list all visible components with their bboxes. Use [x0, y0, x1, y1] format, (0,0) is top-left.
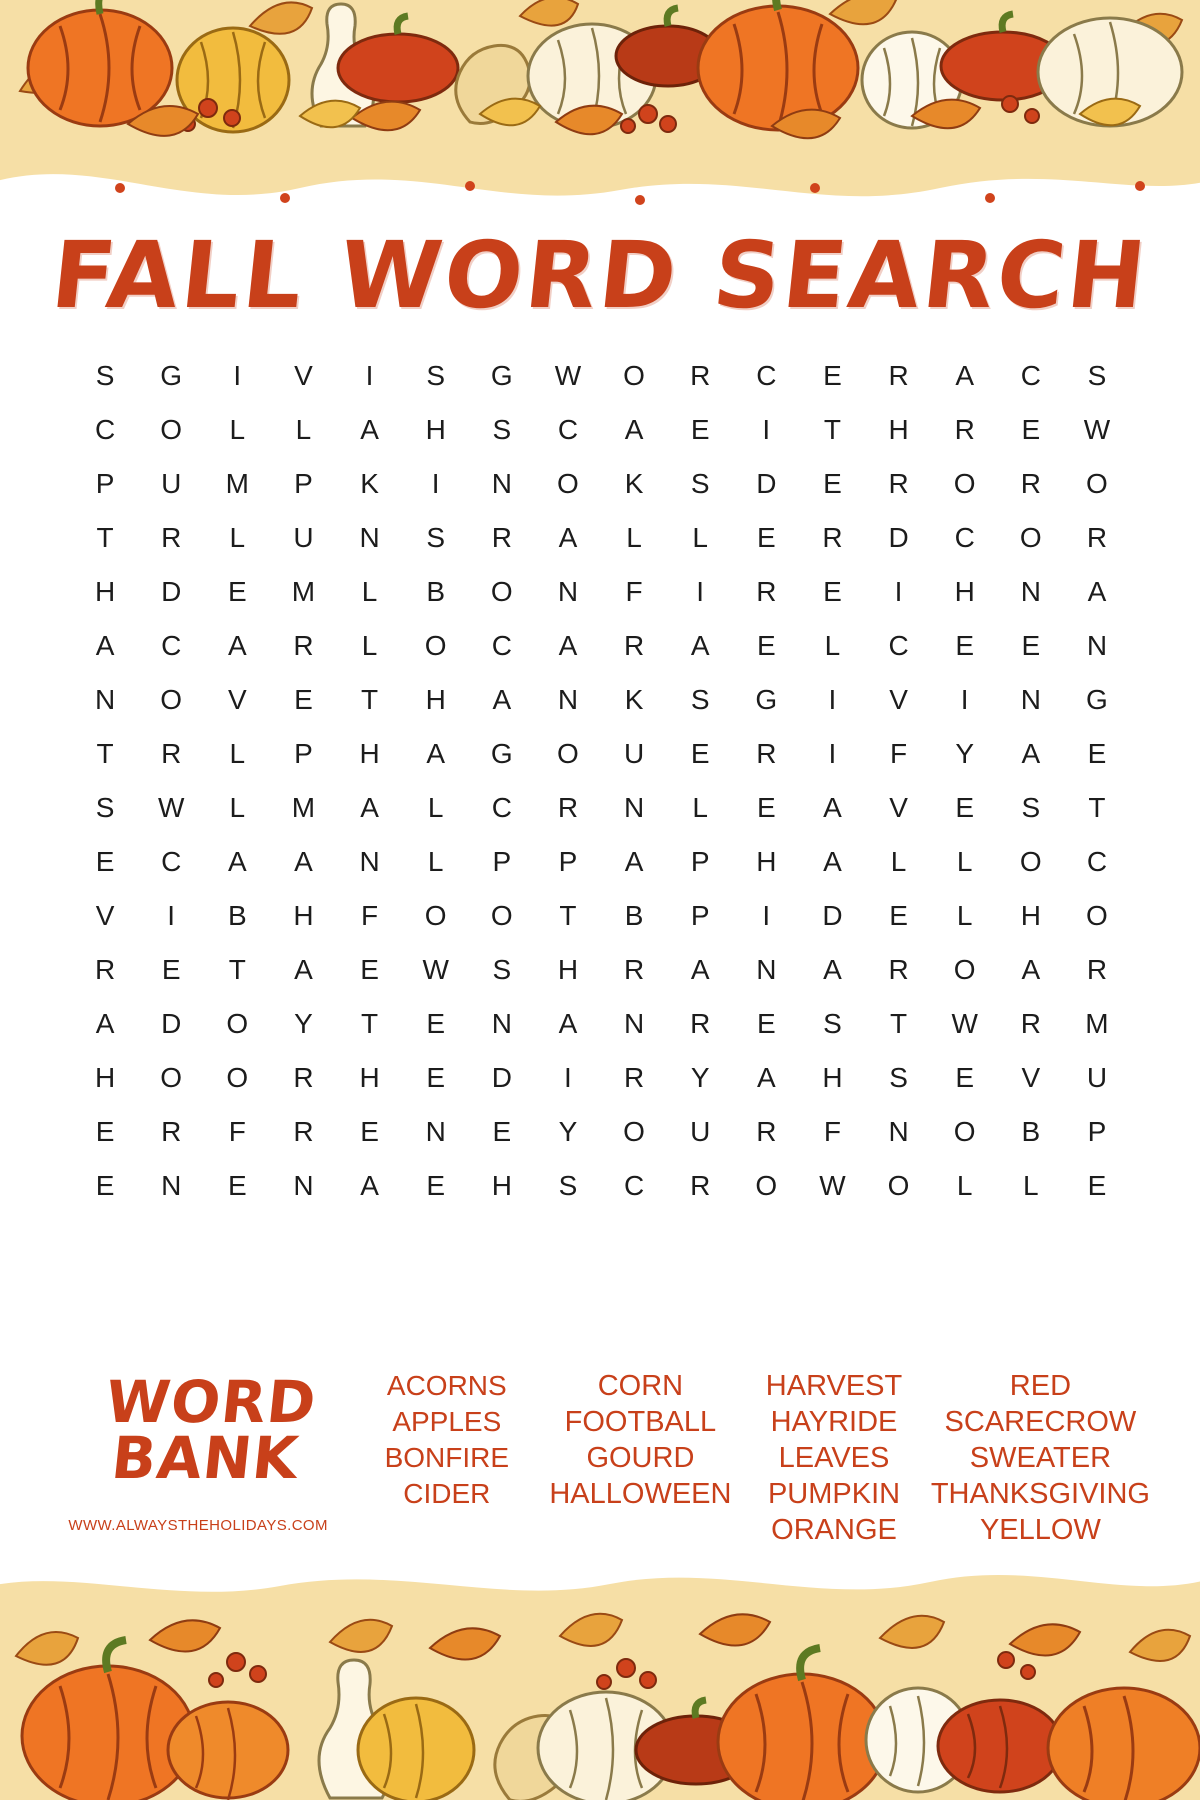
top-decorative-border [0, 0, 1200, 210]
word-bank [60, 1368, 1150, 1554]
grid-letter: N [756, 954, 777, 985]
word-bank-column-3 [737, 1368, 931, 1548]
grid-letter: O [226, 1008, 249, 1039]
grid-letter: E [1087, 1170, 1107, 1201]
grid-letter: R [623, 954, 645, 985]
grid-letter: F [890, 738, 908, 769]
grid-letter: N [161, 1170, 182, 1201]
grid-letter: L [890, 846, 907, 877]
grid-letter: R [888, 954, 909, 985]
grid-letter: V [227, 684, 247, 715]
grid-letter: A [95, 630, 115, 661]
word-bank-word: PUMPKIN [767, 1478, 901, 1510]
grid-letter: G [1086, 684, 1108, 715]
grid-letter: H [557, 954, 579, 985]
word-bank-word: HARVEST [765, 1370, 903, 1402]
autumn-produce-illustration-bottom [0, 1596, 1200, 1800]
grid-letter: O [623, 1116, 645, 1147]
grid-letter: P [558, 846, 578, 877]
grid-letter: O [755, 1170, 778, 1201]
grid-letter: U [161, 468, 182, 499]
grid-letter: I [564, 1062, 572, 1093]
grid-letter: I [167, 900, 176, 931]
grid-letter: C [491, 792, 512, 823]
grid-letter: E [426, 1170, 446, 1201]
grid-letter: N [94, 684, 116, 715]
page-title: FALL WORD SEARCH [46, 222, 1154, 329]
grid-letter: E [1087, 738, 1107, 769]
grid-letter: N [1020, 576, 1041, 607]
grid-letter: E [294, 684, 313, 715]
grid-letter: G [490, 738, 513, 769]
grid-letter: P [1087, 1116, 1107, 1147]
grid-letter: Y [558, 1116, 578, 1147]
grid-letter: A [1087, 576, 1107, 607]
grid-letter: W [1083, 414, 1111, 445]
grid-letter: F [823, 1116, 841, 1147]
grid-letter: S [889, 1062, 908, 1093]
grid-letter: L [427, 846, 444, 877]
grid-letter: W [951, 1008, 978, 1039]
grid-letter: R [491, 522, 512, 553]
grid-letter: R [293, 1116, 314, 1147]
grid-letter: A [690, 630, 710, 661]
grid-letter: K [624, 684, 644, 715]
grid-letter: A [624, 414, 644, 445]
grid-letter: I [431, 468, 440, 499]
grid-letter: H [359, 1062, 380, 1093]
grid-letter: C [954, 522, 975, 553]
grid-letter: C [491, 630, 512, 661]
grid-letter: M [291, 576, 316, 607]
grid-letter: I [828, 684, 837, 715]
grid-letter: E [1021, 630, 1041, 661]
grid-letter: E [1021, 414, 1041, 445]
grid-letter: A [360, 414, 379, 445]
word-bank-word: ORANGE [771, 1514, 897, 1546]
grid-letter: G [490, 360, 513, 391]
grid-letter: H [359, 738, 380, 769]
grid-letter: O [1086, 468, 1108, 499]
word-bank-word: SWEATER [969, 1442, 1112, 1474]
grid-letter: O [424, 630, 447, 661]
grid-letter: I [233, 360, 242, 391]
grid-letter: S [492, 414, 512, 445]
grid-letter: A [294, 954, 313, 985]
grid-letter: H [94, 576, 116, 607]
grid-letter: O [490, 576, 513, 607]
grid-letter: V [1021, 1062, 1041, 1093]
grid-letter: O [557, 738, 579, 769]
grid-letter: H [94, 1062, 116, 1093]
grid-letter: R [756, 738, 777, 769]
grid-letter: F [361, 900, 379, 931]
grid-letter: A [227, 846, 247, 877]
grid-letter: E [756, 1008, 776, 1039]
grid-letter: U [690, 1116, 711, 1147]
grid-letter: R [557, 792, 579, 823]
grid-letter: L [295, 414, 312, 445]
grid-letter: E [360, 1116, 379, 1147]
grid-letter: L [956, 1170, 973, 1201]
grid-letter: M [225, 468, 249, 499]
grid-letter: S [1087, 360, 1107, 391]
word-bank-word: HALLOWEEN [549, 1478, 732, 1510]
grid-letter: O [424, 900, 447, 931]
grid-letter: E [227, 1170, 247, 1201]
grid-letter: R [822, 522, 843, 553]
grid-letter: M [1085, 1008, 1109, 1039]
grid-letter: O [953, 468, 976, 499]
grid-letter: P [492, 846, 512, 877]
word-bank-word: CORN [597, 1370, 684, 1402]
grid-letter: R [161, 1116, 182, 1147]
grid-letter: I [828, 738, 837, 769]
grid-letter: H [756, 846, 777, 877]
grid-letter: A [294, 846, 313, 877]
grid-letter: W [157, 792, 185, 823]
site-credit-url: WWW.ALWAYSTHEHOLIDAYS.COM [68, 1517, 328, 1534]
grid-letter: L [956, 846, 973, 877]
grid-letter: T [823, 414, 841, 445]
grid-letter: O [490, 900, 513, 931]
grid-letter: S [823, 1008, 842, 1039]
grid-letter: O [953, 1116, 976, 1147]
grid-letter: L [361, 630, 378, 661]
grid-letter: N [1086, 630, 1108, 661]
grid-letter: L [229, 522, 246, 553]
grid-letter: L [692, 522, 708, 553]
grid-letter: E [426, 1062, 446, 1093]
grid-letter: S [426, 522, 446, 553]
grid-letter: R [1086, 522, 1108, 553]
grid-letter: N [491, 468, 512, 499]
grid-letter: F [625, 576, 643, 607]
grid-letter: O [557, 468, 579, 499]
word-bank-word: APPLES [392, 1406, 502, 1437]
word-bank-title [50, 1368, 360, 1554]
grid-letter: R [293, 630, 314, 661]
grid-letter: A [558, 1008, 578, 1039]
grid-letter: W [554, 360, 582, 391]
top-dot-accents [0, 168, 1200, 208]
grid-letter: O [1086, 900, 1108, 931]
grid-letter: E [823, 360, 842, 391]
grid-letter: D [491, 1062, 512, 1093]
grid-letter: O [1019, 846, 1042, 877]
grid-letter: D [822, 900, 843, 931]
word-bank-column-4 [931, 1368, 1150, 1548]
grid-letter: C [1020, 360, 1041, 391]
grid-letter: D [888, 522, 909, 553]
grid-letter: E [955, 792, 975, 823]
grid-letter: B [227, 900, 247, 931]
grid-letter: A [1021, 738, 1041, 769]
grid-letter: T [96, 738, 114, 769]
grid-letter: R [1086, 954, 1108, 985]
grid-letter: R [94, 954, 116, 985]
grid-letter: L [427, 792, 444, 823]
grid-letter: B [624, 900, 644, 931]
grid-letter: R [690, 1008, 711, 1039]
grid-letter: C [888, 630, 909, 661]
grid-letter: B [1021, 1116, 1041, 1147]
grid-letter: E [889, 900, 908, 931]
grid-letter: G [160, 360, 183, 391]
grid-letter: E [955, 630, 975, 661]
grid-letter: A [624, 846, 644, 877]
grid-letter: K [360, 468, 379, 499]
grid-letter: O [953, 954, 976, 985]
grid-letter: W [819, 1170, 846, 1201]
grid-letter: H [425, 414, 446, 445]
grid-letter: H [888, 414, 909, 445]
grid-letter: E [95, 846, 115, 877]
grid-letter: N [557, 576, 579, 607]
grid-letter: C [1086, 846, 1108, 877]
word-search-grid [72, 358, 1130, 1204]
grid-letter: E [756, 630, 776, 661]
grid-letter: L [1023, 1170, 1039, 1201]
grid-letter: T [96, 522, 114, 553]
grid-letter: R [954, 414, 975, 445]
grid-letter: E [955, 1062, 975, 1093]
grid-letter: N [491, 1008, 512, 1039]
grid-letter: S [1021, 792, 1041, 823]
grid-letter: N [1020, 684, 1041, 715]
grid-letter: V [889, 792, 908, 823]
grid-letter: A [558, 522, 578, 553]
word-bank-word: YELLOW [979, 1514, 1101, 1546]
word-bank-word: LEAVES [778, 1442, 890, 1474]
grid-letter: A [360, 1170, 379, 1201]
grid-letter: B [426, 576, 446, 607]
grid-letter: C [161, 846, 182, 877]
grid-letter: C [623, 1170, 645, 1201]
grid-letter: Y [955, 738, 975, 769]
grid-letter: T [1088, 792, 1106, 823]
grid-letter: U [1086, 1062, 1108, 1093]
grid-letter: C [557, 414, 579, 445]
grid-letter: I [762, 900, 771, 931]
grid-letter: V [889, 684, 908, 715]
grid-letter: A [360, 792, 379, 823]
grid-letter: O [160, 1062, 183, 1093]
grid-letter: R [1020, 468, 1041, 499]
grid-letter: A [823, 792, 842, 823]
grid-letter: A [227, 630, 247, 661]
grid-letter: R [690, 1170, 711, 1201]
grid-letter: O [1019, 522, 1042, 553]
grid-letter: E [492, 1116, 512, 1147]
grid-letter: L [956, 900, 973, 931]
grid-letter: L [229, 414, 246, 445]
grid-letter: R [623, 630, 645, 661]
grid-letter: T [228, 954, 246, 985]
grid-letter: I [696, 576, 705, 607]
word-bank-title-line2: BANK [108, 1424, 303, 1492]
grid-letter: L [824, 630, 841, 661]
grid-letter: H [1020, 900, 1041, 931]
grid-letter: A [823, 846, 842, 877]
grid-letter: T [361, 684, 379, 715]
grid-letter: E [360, 954, 379, 985]
grid-letter: S [558, 1170, 578, 1201]
grid-letter: E [756, 792, 776, 823]
grid-letter: C [94, 414, 116, 445]
grid-letter: I [365, 360, 374, 391]
grid-letter: L [361, 576, 378, 607]
grid-letter: E [823, 468, 842, 499]
grid-letter: D [161, 576, 182, 607]
grid-letter: R [690, 360, 711, 391]
grid-letter: E [426, 1008, 446, 1039]
grid-letter: N [425, 1116, 446, 1147]
grid-letter: E [95, 1170, 115, 1201]
grid-letter: K [624, 468, 644, 499]
grid-letter: G [755, 684, 778, 715]
grid-letter: D [161, 1008, 182, 1039]
grid-letter: A [823, 954, 842, 985]
grid-letter: A [756, 1062, 776, 1093]
grid-letter: N [293, 1170, 314, 1201]
grid-letter: P [690, 846, 710, 877]
grid-letter: L [692, 792, 708, 823]
word-bank-column-1 [350, 1368, 544, 1512]
grid-letter: I [894, 576, 903, 607]
word-bank-word: HAYRIDE [770, 1406, 898, 1438]
grid-letter: O [160, 684, 183, 715]
grid-letter: P [294, 738, 313, 769]
grid-letter: W [422, 954, 449, 985]
grid-letter: R [293, 1062, 314, 1093]
grid-letter: N [623, 792, 645, 823]
grid-letter: L [229, 738, 246, 769]
grid-letter: S [690, 468, 710, 499]
grid-letter: L [626, 522, 642, 553]
grid-letter: R [161, 738, 182, 769]
grid-letter: S [492, 954, 512, 985]
grid-letter: S [95, 360, 115, 391]
grid-letter: R [888, 468, 909, 499]
grid-letter: U [293, 522, 314, 553]
word-bank-word: SCARECROW [944, 1406, 1137, 1438]
word-bank-word: RED [1009, 1370, 1072, 1402]
grid-letter: T [361, 1008, 379, 1039]
grid-letter: N [359, 522, 380, 553]
word-bank-column-2 [544, 1368, 738, 1512]
grid-letter: R [756, 576, 777, 607]
grid-letter: I [762, 414, 771, 445]
grid-letter: E [823, 576, 842, 607]
grid-letter: H [491, 1170, 512, 1201]
grid-letter: A [95, 1008, 115, 1039]
grid-letter: M [291, 792, 316, 823]
grid-letter: O [160, 414, 183, 445]
grid-letter: C [161, 630, 182, 661]
grid-letter: A [558, 630, 578, 661]
grid-letter: P [294, 468, 313, 499]
grid-letter: E [95, 1116, 115, 1147]
grid-letter: U [623, 738, 645, 769]
word-bank-word: GOURD [586, 1442, 695, 1474]
grid-letter: A [1021, 954, 1041, 985]
word-bank-word: CIDER [403, 1478, 491, 1509]
grid-letter: E [690, 738, 710, 769]
bottom-decorative-border [0, 1550, 1200, 1800]
grid-letter: E [227, 576, 247, 607]
grid-letter: I [960, 684, 969, 715]
grid-letter: Y [690, 1062, 710, 1093]
grid-letter: C [756, 360, 777, 391]
grid-letter: A [426, 738, 446, 769]
grid-letter: R [623, 1062, 645, 1093]
grid-letter: N [359, 846, 380, 877]
grid-letter: H [822, 1062, 843, 1093]
grid-letter: S [690, 684, 710, 715]
grid-letter: P [690, 900, 710, 931]
word-bank-word: FOOTBALL [564, 1406, 717, 1438]
grid-letter: A [955, 360, 975, 391]
grid-letter: H [293, 900, 314, 931]
grid-letter: H [954, 576, 975, 607]
grid-letter: S [95, 792, 115, 823]
grid-letter: E [690, 414, 710, 445]
grid-letter: Y [294, 1008, 313, 1039]
grid-letter: P [95, 468, 115, 499]
grid-letter: E [161, 954, 181, 985]
grid-letter: R [756, 1116, 777, 1147]
grid-letter: R [888, 360, 909, 391]
grid-letter: S [426, 360, 446, 391]
grid-letter: T [559, 900, 577, 931]
word-bank-word: BONFIRE [384, 1442, 510, 1473]
grid-letter: H [425, 684, 446, 715]
grid-letter: T [890, 1008, 908, 1039]
grid-letter: R [161, 522, 182, 553]
grid-letter: N [888, 1116, 909, 1147]
grid-letter: O [226, 1062, 249, 1093]
grid-letter: N [623, 1008, 645, 1039]
grid-letter: F [228, 1116, 246, 1147]
grid-letter: O [623, 360, 645, 391]
word-bank-word: ACORNS [386, 1370, 507, 1401]
grid-letter: A [690, 954, 710, 985]
word-bank-word: THANKSGIVING [930, 1478, 1150, 1510]
grid-letter: D [756, 468, 777, 499]
grid-letter: E [756, 522, 776, 553]
grid-letter: O [887, 1170, 910, 1201]
grid-letter: L [229, 792, 246, 823]
grid-letter: V [294, 360, 313, 391]
grid-letter: R [1020, 1008, 1041, 1039]
grid-letter: A [492, 684, 512, 715]
word-bank-title-line1: WORD [102, 1368, 320, 1436]
grid-letter: V [95, 900, 115, 931]
grid-letter: N [557, 684, 579, 715]
